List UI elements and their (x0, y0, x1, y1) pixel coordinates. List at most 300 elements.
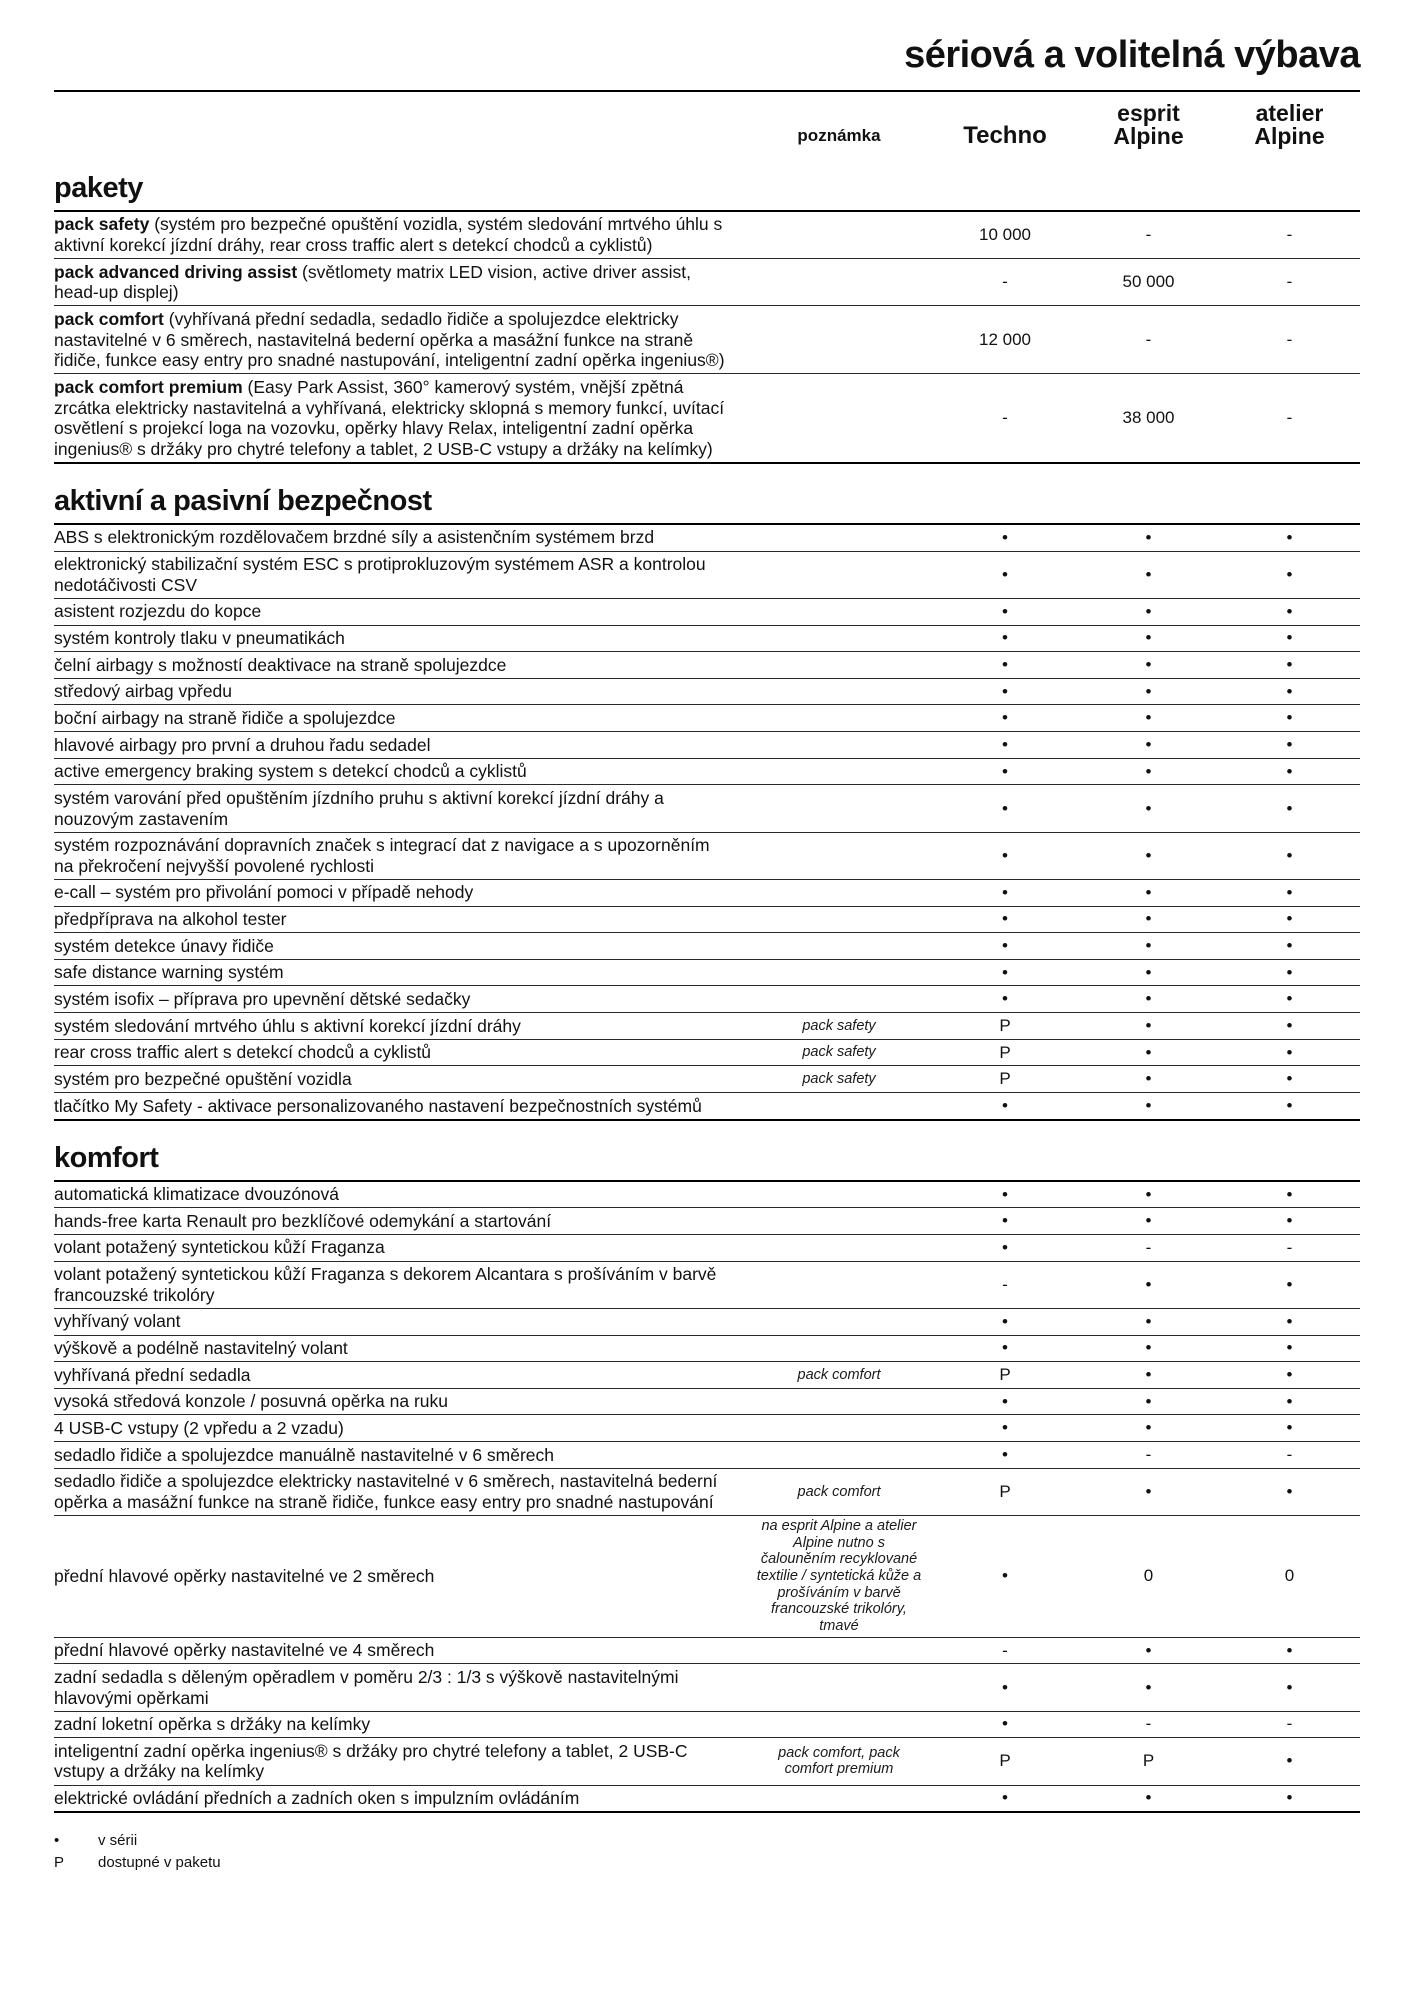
table-row (54, 785, 1360, 832)
value-atelier-alpine: • (1286, 681, 1293, 701)
value-atelier-alpine: • (1286, 601, 1293, 621)
value-techno: P (999, 1015, 1011, 1035)
feature-label (54, 626, 746, 652)
value-atelier-alpine: • (1286, 564, 1293, 584)
table-row (54, 1712, 1360, 1739)
value-techno: - (1002, 272, 1008, 292)
table-row (54, 1093, 1360, 1119)
feature-label-text: vysoká středová konzole / posuvná opěrka na ruku (54, 1391, 448, 1412)
feature-label (54, 1564, 746, 1590)
equipment-section (54, 172, 1360, 464)
feature-label-text: systém pro bezpečné opuštění vozidla (54, 1068, 352, 1089)
feature-label (54, 1235, 746, 1261)
column-header-note: poznámka (797, 125, 881, 145)
column-headers (54, 102, 1360, 151)
value-atelier-alpine: • (1286, 962, 1293, 982)
value-esprit-alpine: - (1145, 1237, 1152, 1257)
feature-note (746, 663, 932, 667)
feature-note (746, 917, 932, 921)
table-row (54, 626, 1360, 653)
feature-label-text: automatická klimatizace dvouzónová (54, 1184, 340, 1205)
table-row (54, 652, 1360, 679)
feature-note: pack comfort, pack comfort premium (778, 1744, 900, 1778)
feature-label (54, 652, 746, 678)
feature-label-text: zadní sedadla s děleným opěradlem v poměru 2/3 : 1/3 s výškově nastavitelnými hlavovými opěrkami (54, 1666, 679, 1708)
table-row (54, 1786, 1360, 1812)
table-row (54, 306, 1360, 374)
legend-symbol: • (54, 1831, 60, 1849)
feature-label (54, 732, 746, 758)
feature-note (746, 1796, 932, 1800)
feature-note (746, 944, 932, 948)
feature-label (54, 374, 746, 462)
value-techno: • (1002, 1391, 1008, 1411)
feature-label (54, 1786, 746, 1812)
value-techno: • (1002, 1211, 1008, 1231)
table-row (54, 1664, 1360, 1711)
feature-label-text: hlavové airbagy pro první a druhou řadu sedadel (54, 734, 431, 755)
value-techno: P (999, 1751, 1011, 1771)
feature-label-text: asistent rozjezdu do kopce (54, 601, 262, 622)
value-esprit-alpine: • (1145, 798, 1152, 818)
value-esprit-alpine: • (1145, 1481, 1152, 1501)
table-row (54, 1235, 1360, 1262)
table-row (54, 1182, 1360, 1209)
feature-label-bold: pack safety (54, 214, 155, 235)
table-row (54, 679, 1360, 706)
value-esprit-alpine: • (1145, 681, 1152, 701)
value-esprit-alpine: • (1145, 654, 1152, 674)
value-atelier-alpine: • (1286, 1095, 1293, 1115)
value-atelier-alpine: 0 (1284, 1566, 1295, 1586)
value-atelier-alpine: • (1286, 1338, 1293, 1358)
value-techno: P (999, 1042, 1011, 1062)
feature-label-text: sedadlo řidiče a spolujezdce manuálně nastavitelné v 6 směrech (54, 1444, 555, 1465)
feature-label (54, 1013, 746, 1039)
value-techno: • (1002, 708, 1008, 728)
feature-label-text: active emergency braking system s detekcí chodců a cyklistů (54, 761, 527, 782)
feature-label (54, 306, 746, 373)
column-header-atelier-alpine (1219, 102, 1360, 151)
feature-note (746, 770, 932, 774)
value-atelier-alpine: • (1286, 654, 1293, 674)
feature-note: pack safety (802, 1070, 876, 1087)
table-row (54, 599, 1360, 626)
feature-note (746, 1246, 932, 1250)
value-atelier-alpine: • (1286, 989, 1293, 1009)
table-row (54, 1362, 1360, 1389)
feature-label-text: zadní loketní opěrka s držáky na kelímky (54, 1714, 371, 1735)
value-esprit-alpine: • (1145, 1391, 1152, 1411)
feature-label (54, 907, 746, 933)
equipment-table (54, 1180, 1360, 1814)
feature-label-text: vyhřívaná přední sedadla (54, 1364, 251, 1385)
table-row (54, 1516, 1360, 1638)
value-esprit-alpine: • (1145, 1788, 1152, 1808)
feature-label-text: inteligentní zadní opěrka ingenius® s držáky pro chytré telefony a tablet, 2 USB-C vstupy a držáky na kelímky (54, 1740, 688, 1782)
value-atelier-alpine: • (1286, 761, 1293, 781)
feature-note (746, 1649, 932, 1653)
table-row (54, 1415, 1360, 1442)
value-esprit-alpine: 50 000 (1122, 272, 1175, 292)
feature-note (746, 280, 932, 284)
table-row (54, 212, 1360, 259)
value-atelier-alpine: - (1286, 408, 1293, 428)
feature-label (54, 1182, 746, 1208)
value-esprit-alpine: • (1145, 601, 1152, 621)
table-row (54, 1208, 1360, 1235)
table-row (54, 1638, 1360, 1665)
feature-label (54, 1738, 746, 1784)
feature-note (746, 1686, 932, 1690)
feature-note (746, 891, 932, 895)
legend-text: dostupné v paketu (98, 1853, 221, 1871)
feature-note: pack safety (802, 1044, 876, 1061)
value-esprit-alpine: • (1145, 734, 1152, 754)
value-esprit-alpine: • (1145, 1015, 1152, 1035)
value-techno: • (1002, 1184, 1008, 1204)
feature-label (54, 679, 746, 705)
feature-note (746, 1219, 932, 1223)
value-esprit-alpine: 0 (1143, 1566, 1154, 1586)
feature-note (746, 807, 932, 811)
feature-note (746, 233, 932, 237)
feature-note (746, 1400, 932, 1404)
value-techno: • (1002, 1095, 1008, 1115)
feature-label (54, 1309, 746, 1335)
table-row (54, 1309, 1360, 1336)
legend-item (54, 1851, 1360, 1873)
feature-label-text: elektronický stabilizační systém ESC s protiprokluzovým systémem ASR a kontrolou nedotáčivosti CSV (54, 554, 706, 595)
feature-note (746, 716, 932, 720)
table-row (54, 1262, 1360, 1309)
feature-label-text: safe distance warning systém (54, 962, 284, 983)
feature-note (746, 1104, 932, 1108)
equipment-tables (54, 172, 1360, 1813)
feature-label-text: systém varování před opuštěním jízdního pruhu s aktivní korekcí jízdní dráhy a nouzovým zastavením (54, 787, 664, 829)
feature-note: pack comfort (797, 1366, 881, 1383)
column-header-esprit-line2: Alpine (1113, 123, 1184, 150)
feature-label-text: systém detekce únavy řidiče (54, 935, 274, 956)
value-atelier-alpine: • (1286, 628, 1293, 648)
feature-label-text: hands-free karta Renault pro bezklíčové odemykání a startování (54, 1210, 552, 1231)
feature-note (746, 1193, 932, 1197)
section-heading: pakety (54, 171, 143, 204)
value-esprit-alpine: • (1145, 1640, 1152, 1660)
feature-label-text: (Easy Park Assist, 360° kamerový systém, vnější zpětná zrcátka elektricky nastavitelná a vyhřívaná, elektricky sklopná s memory funkcí, uvítací osvětlení s projekcí loga na vozovku, opěrky hlavy Relax, inteligentní zadní opěrka ingenius® s držáky pro chytré telefony a tablet, 2 USB-C vstupy a držáky na kelímky) (54, 376, 725, 459)
feature-label (54, 1262, 746, 1308)
value-esprit-alpine: • (1145, 708, 1152, 728)
value-techno: • (1002, 1788, 1008, 1808)
table-row (54, 933, 1360, 960)
feature-label-text: elektrické ovládání předních a zadních oken s impulzním ovládáním (54, 1788, 580, 1809)
feature-note (746, 1453, 932, 1457)
feature-label-text: volant potažený syntetickou kůží Fraganza (54, 1237, 385, 1258)
value-esprit-alpine: • (1145, 936, 1152, 956)
feature-label (54, 880, 746, 906)
feature-label (54, 705, 746, 731)
value-techno: • (1002, 1418, 1008, 1438)
value-atelier-alpine: • (1286, 1274, 1293, 1294)
value-techno: • (1002, 962, 1008, 982)
feature-label (54, 1362, 746, 1388)
value-atelier-alpine: • (1286, 1311, 1293, 1331)
feature-label-text: 4 USB-C vstupy (2 vpředu a 2 vzadu) (54, 1417, 344, 1438)
section-heading: komfort (54, 1141, 159, 1174)
value-esprit-alpine: • (1145, 1364, 1152, 1384)
feature-label-text: systém sledování mrtvého úhlu s aktivní korekcí jízdní dráhy (54, 1015, 521, 1036)
value-techno: - (1002, 1274, 1008, 1294)
value-techno: • (1002, 654, 1008, 674)
feature-label-text: boční airbagy na straně řidiče a spolujezdce (54, 707, 396, 728)
feature-label-text: systém rozpoznávání dopravních značek s integrací dat z navigace a s upozorněním na překročení nejvyšší povolené rychlosti (54, 835, 710, 876)
column-header-esprit-alpine (1078, 102, 1219, 151)
value-esprit-alpine: • (1145, 1418, 1152, 1438)
table-row (54, 833, 1360, 880)
value-techno: • (1002, 681, 1008, 701)
table-row (54, 759, 1360, 786)
value-techno: • (1002, 909, 1008, 929)
value-esprit-alpine: - (1145, 1714, 1152, 1734)
value-techno: P (999, 1364, 1011, 1384)
value-esprit-alpine: • (1145, 845, 1152, 865)
feature-note (746, 854, 932, 858)
value-techno: • (1002, 564, 1008, 584)
feature-label (54, 1469, 746, 1515)
value-esprit-alpine: • (1145, 909, 1152, 929)
value-atelier-alpine: • (1286, 798, 1293, 818)
value-techno: • (1002, 936, 1008, 956)
table-row (54, 525, 1360, 552)
value-techno: • (1002, 734, 1008, 754)
value-esprit-alpine: 38 000 (1122, 408, 1175, 428)
value-esprit-alpine: • (1145, 1311, 1152, 1331)
feature-label (54, 986, 746, 1012)
value-techno: • (1002, 628, 1008, 648)
feature-note (746, 743, 932, 747)
value-esprit-alpine: • (1145, 962, 1152, 982)
feature-note: pack safety (802, 1017, 876, 1034)
feature-label-text: středový airbag vpředu (54, 681, 233, 702)
value-esprit-alpine: P (1142, 1751, 1155, 1771)
value-esprit-alpine: - (1145, 329, 1152, 349)
feature-label (54, 833, 746, 879)
value-atelier-alpine: - (1286, 225, 1293, 245)
value-atelier-alpine: • (1286, 1391, 1293, 1411)
feature-label-text: (světlomety matrix LED vision, active driver assist, head-up displej) (54, 261, 692, 303)
table-row (54, 1066, 1360, 1093)
feature-label-text: přední hlavové opěrky nastavitelné ve 4 směrech (54, 1640, 435, 1661)
value-atelier-alpine: • (1286, 1788, 1293, 1808)
value-esprit-alpine: • (1145, 1095, 1152, 1115)
value-esprit-alpine: • (1145, 882, 1152, 902)
feature-label (54, 1389, 746, 1415)
value-techno: • (1002, 882, 1008, 902)
feature-label-text: výškově a podélně nastavitelný volant (54, 1338, 348, 1359)
value-atelier-alpine: • (1286, 1211, 1293, 1231)
value-atelier-alpine: • (1286, 1364, 1293, 1384)
value-techno: - (1002, 408, 1008, 428)
feature-label (54, 1066, 746, 1092)
feature-note: pack comfort (797, 1483, 881, 1500)
feature-label (54, 933, 746, 959)
table-row (54, 1389, 1360, 1416)
table-row (54, 552, 1360, 599)
feature-label-text: přední hlavové opěrky nastavitelné ve 2 směrech (54, 1566, 435, 1587)
column-header-atelier-line1: atelier (1255, 100, 1324, 126)
value-techno: • (1002, 1311, 1008, 1331)
feature-note (746, 690, 932, 694)
value-atelier-alpine: • (1286, 1184, 1293, 1204)
feature-label-text: ABS s elektronickým rozdělovačem brzdné síly a asistenčním systémem brzd (54, 527, 655, 548)
table-row (54, 1013, 1360, 1040)
value-atelier-alpine: - (1286, 329, 1293, 349)
value-atelier-alpine: • (1286, 882, 1293, 902)
feature-label-text: předpříprava na alkohol tester (54, 909, 287, 930)
legend-symbol: P (54, 1853, 65, 1871)
feature-label (54, 599, 746, 625)
value-atelier-alpine: • (1286, 734, 1293, 754)
value-techno: • (1002, 989, 1008, 1009)
value-techno: - (1002, 1640, 1008, 1660)
value-atelier-alpine: - (1286, 1237, 1293, 1257)
feature-label-bold: pack advanced driving assist (54, 261, 303, 282)
value-techno: • (1002, 845, 1008, 865)
value-esprit-alpine: • (1145, 1677, 1152, 1697)
value-esprit-alpine: • (1145, 628, 1152, 648)
value-esprit-alpine: • (1145, 1042, 1152, 1062)
column-header-esprit-line1: esprit (1117, 100, 1180, 126)
value-atelier-alpine: • (1286, 936, 1293, 956)
feature-note (746, 610, 932, 614)
value-techno: • (1002, 601, 1008, 621)
feature-label-text: rear cross traffic alert s detekcí chodců a cyklistů (54, 1042, 432, 1063)
value-techno: • (1002, 1566, 1008, 1586)
feature-note (746, 636, 932, 640)
section-heading: aktivní a pasivní bezpečnost (54, 484, 432, 517)
value-esprit-alpine: • (1145, 1274, 1152, 1294)
table-row (54, 705, 1360, 732)
page-title: sériová a volitelná výbava (54, 34, 1360, 92)
value-techno: 12 000 (979, 329, 1031, 349)
feature-label (54, 212, 746, 258)
feature-label-bold: pack comfort premium (54, 376, 248, 397)
feature-label-text: e-call – systém pro přivolání pomoci v případě nehody (54, 882, 474, 903)
feature-note (746, 338, 932, 342)
equipment-section (54, 1142, 1360, 1814)
table-row (54, 1040, 1360, 1067)
feature-label (54, 525, 746, 551)
value-atelier-alpine: • (1286, 909, 1293, 929)
value-esprit-alpine: • (1145, 527, 1152, 547)
value-atelier-alpine: • (1286, 1481, 1293, 1501)
feature-label (54, 259, 746, 305)
feature-label-text: (vyhřívaná přední sedadla, sedadlo řidiče a spolujezdce elektricky nastavitelné v 6 směrech, nastavitelná bederní opěrka a masážní funkce na straně řidiče, funkce easy entry pro snadné nastupování, inteligentní zadní opěrka ingenius®) (54, 308, 725, 371)
feature-label-text: čelní airbagy s možností deaktivace na straně spolujezdce (54, 654, 507, 675)
feature-note (746, 971, 932, 975)
value-techno: P (999, 1069, 1011, 1089)
feature-label (54, 1415, 746, 1441)
table-row (54, 960, 1360, 987)
feature-note: na esprit Alpine a atelier Alpine nutno s čalouněním recyklované textilie / syntetická kůže a prošíváním v barvě francouzské trikolóry, tmavé (756, 1518, 922, 1635)
value-atelier-alpine: - (1286, 272, 1293, 292)
feature-label-text: volant potažený syntetickou kůží Fraganza s dekorem Alcantara s prošíváním v barvě francouzské trikolóry (54, 1264, 717, 1305)
table-row (54, 1336, 1360, 1363)
value-atelier-alpine: • (1286, 1015, 1293, 1035)
feature-label (54, 1336, 746, 1362)
value-esprit-alpine: • (1145, 1069, 1152, 1089)
feature-label (54, 1040, 746, 1066)
feature-label (54, 1712, 746, 1738)
value-techno: • (1002, 1677, 1008, 1697)
table-row (54, 1738, 1360, 1785)
value-techno: • (1002, 1237, 1008, 1257)
value-techno: • (1002, 798, 1008, 818)
feature-label (54, 1093, 746, 1119)
feature-label-bold: pack comfort (54, 308, 169, 329)
value-atelier-alpine: • (1286, 1677, 1293, 1697)
table-row (54, 986, 1360, 1013)
value-atelier-alpine: • (1286, 1640, 1293, 1660)
feature-note (746, 1426, 932, 1430)
value-atelier-alpine: • (1286, 1042, 1293, 1062)
feature-note (746, 997, 932, 1001)
value-atelier-alpine: - (1286, 1714, 1293, 1734)
feature-note (746, 1722, 932, 1726)
value-techno: P (999, 1481, 1011, 1501)
value-atelier-alpine: • (1286, 1751, 1293, 1771)
value-atelier-alpine: • (1286, 1069, 1293, 1089)
legend-item (54, 1829, 1360, 1851)
value-esprit-alpine: • (1145, 1184, 1152, 1204)
value-esprit-alpine: - (1145, 1444, 1152, 1464)
value-atelier-alpine: • (1286, 1418, 1293, 1438)
feature-label (54, 1664, 746, 1710)
value-esprit-alpine: • (1145, 564, 1152, 584)
value-esprit-alpine: - (1145, 225, 1152, 245)
feature-note (746, 1346, 932, 1350)
table-row (54, 732, 1360, 759)
feature-label-text: sedadlo řidiče a spolujezdce elektricky nastavitelné v 6 směrech, nastavitelná bederní opěrka a masážní funkce na straně řidiče, funkce easy entry pro snadné nastupování (54, 1471, 718, 1512)
table-row (54, 259, 1360, 306)
table-row (54, 880, 1360, 907)
feature-label-text: systém isofix – příprava pro upevnění dětské sedačky (54, 988, 471, 1009)
value-atelier-alpine: - (1286, 1444, 1293, 1464)
feature-label (54, 552, 746, 598)
value-techno: • (1002, 527, 1008, 547)
feature-label (54, 759, 746, 785)
equipment-section (54, 485, 1360, 1121)
value-esprit-alpine: • (1145, 989, 1152, 1009)
feature-note (746, 1283, 932, 1287)
feature-label-text: systém kontroly tlaku v pneumatikách (54, 628, 345, 649)
feature-label (54, 1208, 746, 1234)
table-row (54, 1469, 1360, 1516)
feature-note (746, 536, 932, 540)
table-row (54, 1442, 1360, 1469)
feature-label (54, 960, 746, 986)
feature-label (54, 785, 746, 831)
value-techno: • (1002, 761, 1008, 781)
value-techno: • (1002, 1444, 1008, 1464)
feature-note (746, 1320, 932, 1324)
column-header-techno: Techno (963, 122, 1047, 150)
value-techno: • (1002, 1714, 1008, 1734)
legend (54, 1829, 1360, 1873)
value-atelier-alpine: • (1286, 845, 1293, 865)
value-techno: 10 000 (979, 225, 1031, 245)
value-techno: • (1002, 1338, 1008, 1358)
